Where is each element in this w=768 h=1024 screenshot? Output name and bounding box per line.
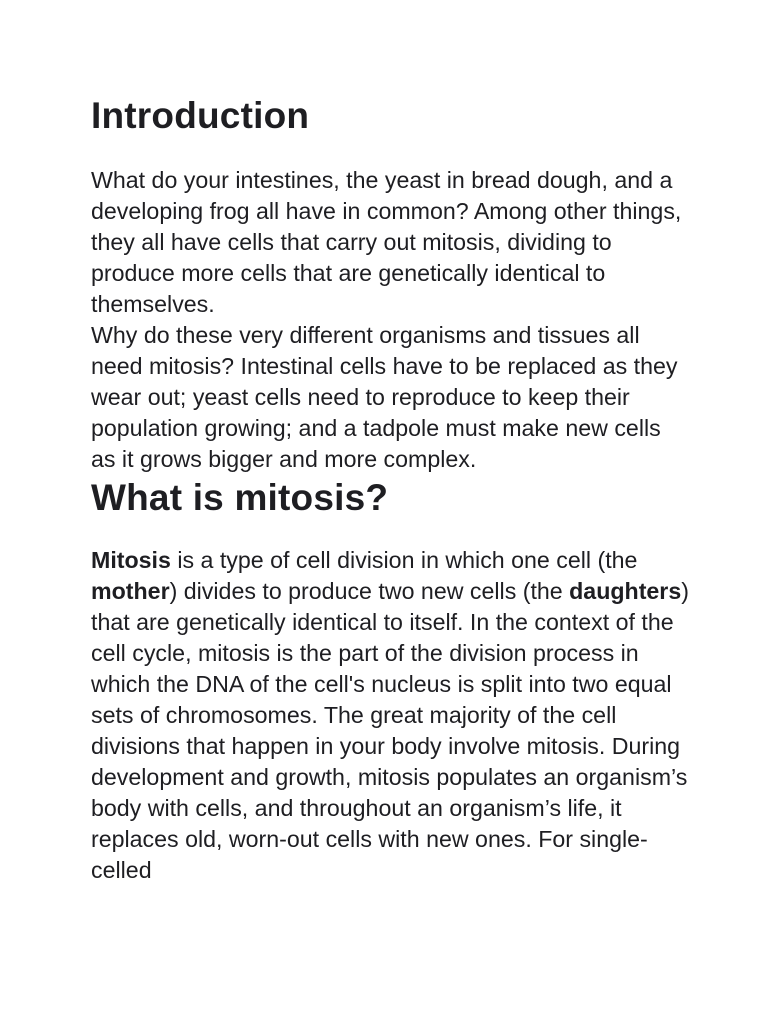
term-mitosis: Mitosis — [91, 547, 171, 573]
term-mother: mother — [91, 578, 170, 604]
mitosis-paragraph — [91, 545, 691, 886]
mitosis-text-1: is a type of cell division in which one cell (the — [170, 547, 638, 573]
term-daughters: daughters — [569, 578, 682, 604]
intro-paragraph-2: Why do these very different organisms and tissues all need mitosis? Intestinal cells have to be replaced as they wear out; yeast cells need to reproduce to keep their population growing; and a tadpole must make new cells as it grows bigger and more complex. — [91, 322, 678, 472]
heading-introduction: Introduction — [91, 95, 310, 136]
mitosis-text-2: ) divides to produce two new cells (the — [169, 578, 570, 604]
intro-paragraph-1: What do your intestines, the yeast in bread dough, and a developing frog all have in common? Among other things, they all have cells that carry out mitosis, dividing to produce more cells that are genetically identical to themselves. — [91, 167, 682, 317]
heading-what-is-mitosis: What is mitosis? — [91, 477, 389, 518]
mitosis-text-3: ) that are genetically identical to itself. In the context of the cell cycle, mitosis is the part of the division process in which the DNA of the cell's nucleus is split into two equal sets of chromosomes. The great majority of the cell divisions that happen in your body involve mitosis. During development and growth, mitosis populates an organism’s body with cells, and throughout an organism’s life, it replaces old, worn-out cells with new ones. For single-celled — [91, 578, 689, 883]
